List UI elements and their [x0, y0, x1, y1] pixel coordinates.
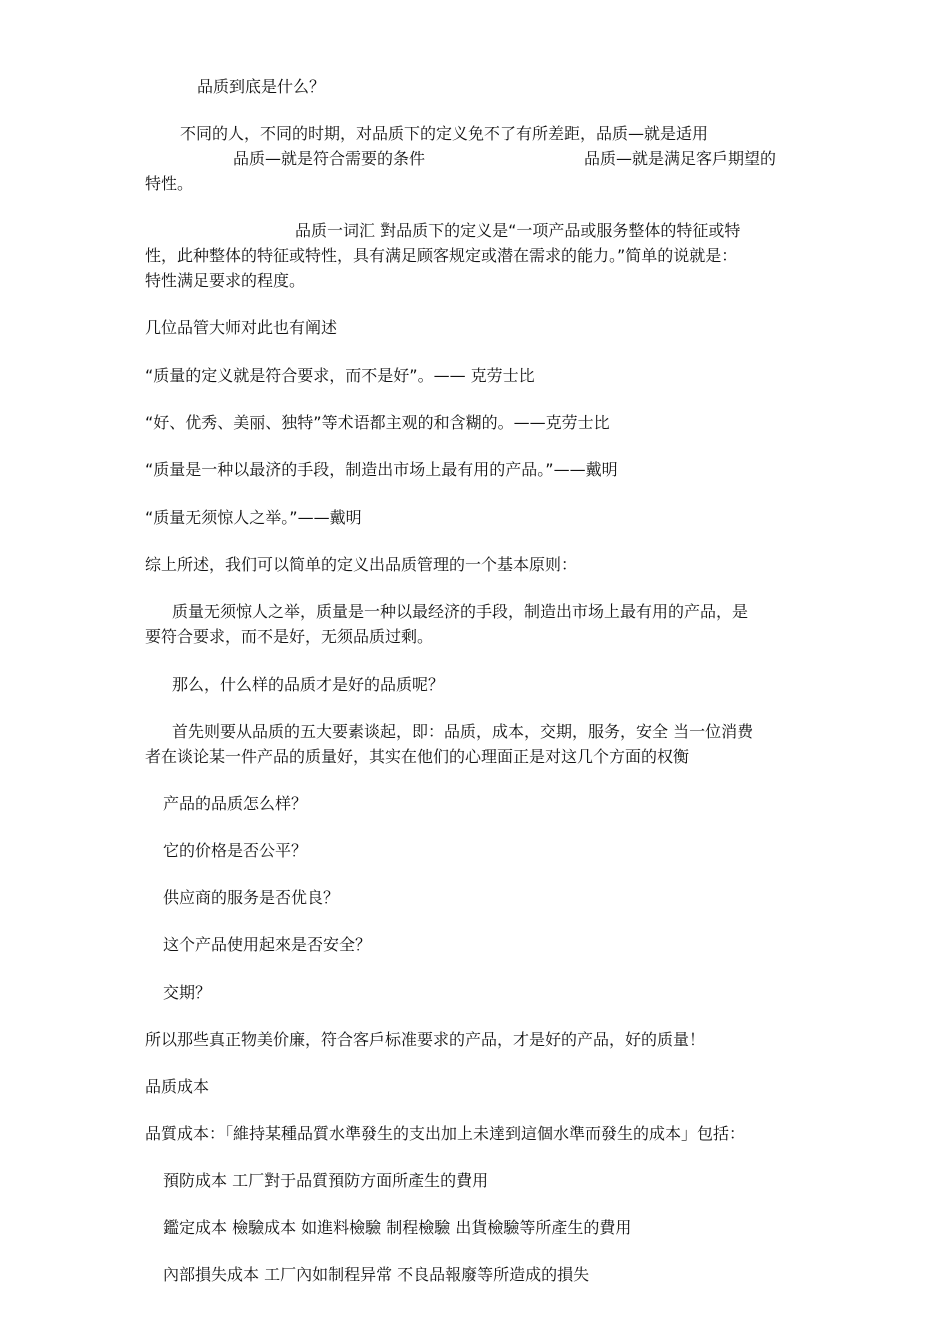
- conclusion: 所以那些真正物美价廉，符合客戶标准要求的产品，才是好的产品，好的质量！: [145, 1030, 706, 1049]
- definition-para-line-1: 不同的人，不同的时期，对品质下的定义免不了有所差距，品质—就是适用: [180, 124, 709, 143]
- principle-line-2: 要符合要求，而不是好，无须品质过剩。: [145, 627, 434, 646]
- five-elements-line-2: 者在谈论某一件产品的质量好，其实在他们的心理面正是对这几个方面的权衡: [145, 747, 690, 766]
- definition-para-line-3: 特性。: [145, 174, 194, 193]
- principle-line-1: 质量无须惊人之举，质量是一种以最经济的手段，制造出市场上最有用的产品，是: [172, 602, 749, 621]
- five-elements-line-1: 首先则要从品质的五大要素谈起，即：品质，成本，交期，服务，安全 当一位消费: [172, 722, 754, 741]
- cost-item: 鑑定成本 檢驗成本 如進料檢驗 制程檢驗 出貨檢驗等所產生的費用: [163, 1218, 632, 1237]
- masters-intro: 几位品管大师对此也有阐述: [145, 318, 338, 337]
- iso-definition-line-1: 品质一词汇 對品质下的定义是“一项产品或服务整体的特征或特: [295, 221, 741, 240]
- doc-title: 品质到底是什么？: [197, 77, 326, 96]
- definition-para-line-2a: 品质—就是符合需要的条件: [233, 149, 426, 168]
- quote-4: “质量无须惊人之举。”——戴明: [145, 508, 362, 527]
- summary-intro: 综上所述，我们可以简单的定义出品质管理的一个基本原则：: [145, 555, 578, 574]
- quote-3: “质量是一种以最济的手段，制造出市场上最有用的产品。”——戴明: [145, 460, 618, 479]
- iso-definition-line-2: 性，此种整体的特征或特性，具有满足顾客规定或潜在需求的能力。”简单的说就是：: [145, 246, 738, 265]
- quote-2: “好、优秀、美丽、独特”等术语都主观的和含糊的。——克劳士比: [145, 413, 610, 432]
- cost-item: 預防成本 工厂對于品質預防方面所產生的費用: [163, 1171, 489, 1190]
- checklist-item: 它的价格是否公平？: [163, 841, 308, 860]
- checklist-item: 这个产品使用起來是否安全？: [163, 935, 372, 954]
- checklist-item: 产品的品质怎么样？: [163, 794, 308, 813]
- cost-item: 內部損失成本 工厂內如制程异常 不良品報廢等所造成的損失: [163, 1265, 590, 1284]
- quote-1: “质量的定义就是符合要求，而不是好”。—— 克劳士比: [145, 366, 535, 385]
- cost-definition: 品質成本：「維持某種品質水準發生的支出加上未達到這個水準而發生的成本」包括：: [145, 1124, 746, 1143]
- good-quality-question: 那么，什么样的品质才是好的品质呢？: [172, 675, 445, 694]
- checklist-item: 供应商的服务是否优良？: [163, 888, 340, 907]
- checklist-item: 交期？: [163, 983, 212, 1002]
- iso-definition-line-3: 特性满足要求的程度。: [145, 271, 306, 290]
- definition-para-line-2b: 品质—就是满足客戶期望的: [584, 149, 777, 168]
- cost-heading: 品质成本: [145, 1077, 210, 1096]
